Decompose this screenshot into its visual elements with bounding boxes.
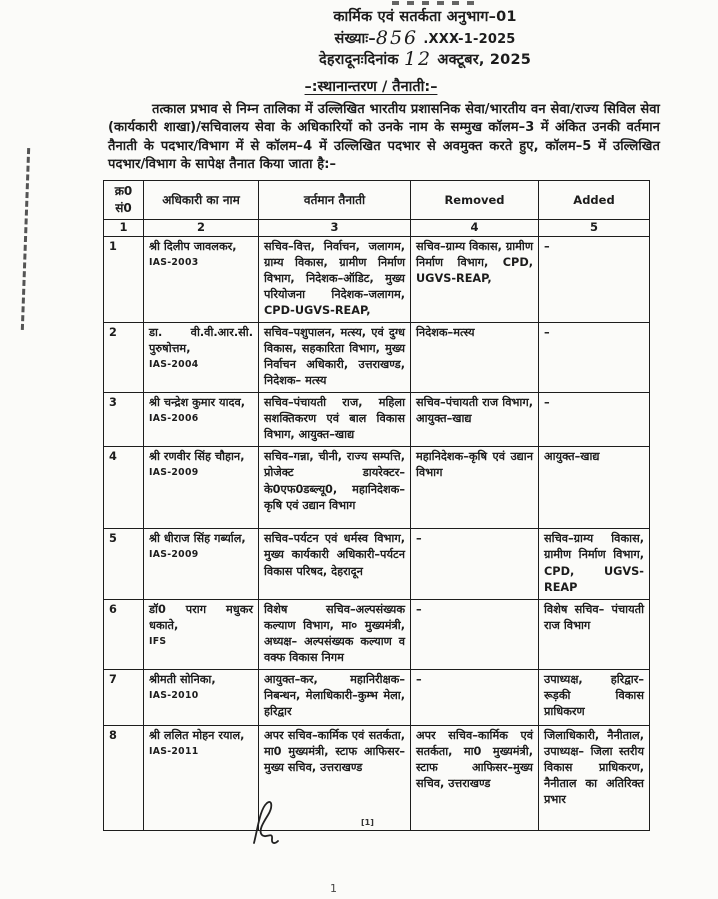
cell-serial: 6 [104, 599, 144, 669]
cell-current-posting: आयुक्त–कर, महानिरीक्षक– निबन्धन, मेलाधिकारी–कुम्भ मेला, हरिद्वार [259, 669, 411, 725]
officer-cadre: IAS-2009 [149, 549, 199, 561]
document-header [0, 7, 718, 71]
cell-serial: 2 [104, 323, 144, 393]
handwritten-number: 856 [375, 26, 419, 49]
cell-serial: 3 [104, 393, 144, 447]
cell-added: सचिव–ग्राम्य विकास, ग्रामीण निर्माण विभाग, CPD, UGVS-REAP [539, 529, 650, 599]
officer-cadre: IAS-2004 [149, 359, 199, 371]
cell-removed: महानिदेशक–कृषि एवं उद्यान विभाग [411, 447, 539, 529]
cell-officer [144, 725, 259, 830]
header-current-posting: वर्तमान तैनाती [259, 181, 411, 220]
col-number: 3 [259, 220, 411, 237]
officer-name: श्री चन्द्रेश कुमार यादव, [149, 396, 246, 410]
cell-added: – [539, 237, 650, 323]
col-number: 1 [104, 220, 144, 237]
col-number: 5 [539, 220, 650, 237]
column-number-row [104, 220, 650, 237]
cell-removed: – [411, 599, 539, 669]
officer-name: श्री रणवीर सिंह चौहान, [149, 450, 245, 464]
cell-current-posting: सचिव–पशुपालन, मत्स्य, एवं दुग्ध विकास, सहकारिता विभाग, मुख्य निर्वाचन अधिकारी, उत्तराखण्ड, निदेशक– मत्स्य [259, 323, 411, 393]
officer-cadre: IAS-2006 [149, 413, 199, 425]
officer-cadre: IAS-2009 [149, 467, 199, 479]
header-removed: Removed [411, 181, 539, 220]
cell-serial: 1 [104, 237, 144, 323]
cell-officer [144, 393, 259, 447]
cell-current-posting: सचिव–पंचायती राज, महिला सशक्तिकरण एवं बाल विकास विभाग, आयुक्त–खाद्य [259, 393, 411, 447]
cell-serial: 8 [104, 725, 144, 830]
cell-removed: निदेशक–मत्स्य [411, 323, 539, 393]
table-row [104, 447, 650, 529]
cell-officer [144, 669, 259, 725]
cell-officer [144, 599, 259, 669]
header-serial: क्र0 सं0 [104, 181, 144, 220]
officer-cadre: IAS-2003 [149, 257, 199, 269]
cell-added: जिलाधिकारी, नैनीताल, उपाध्यक्ष– जिला स्तरीय विकास प्राधिकरण, नैनीताल का अतिरिक्त प्रभार [539, 725, 650, 830]
table-row [104, 669, 650, 725]
cell-serial: 4 [104, 447, 144, 529]
cell-officer [144, 447, 259, 529]
header-added: Added [539, 181, 650, 220]
cell-removed: अपर सचिव–कार्मिक एवं सतर्कता, मा0 मुख्यमंत्री, स्टाफ आफिसर–मुख्य सचिव, उत्तराखण्ड [411, 725, 539, 830]
officer-name: श्री धीराज सिंह गर्ब्याल, [149, 532, 246, 546]
officer-name: डा. वी.वी.आर.सी. पुरुषोत्तम, [149, 326, 253, 356]
cell-removed: – [411, 529, 539, 599]
cell-serial: 7 [104, 669, 144, 725]
cell-removed: – [411, 669, 539, 725]
cell-current-posting: सचिव–गन्ना, चीनी, राज्य सम्पत्ति, प्रोजेक्ट डायरेक्टर– के0एफ0डब्ल्यू0, महानिदेशक–कृषि एवं उद्यान विभाग [259, 447, 411, 529]
cell-officer [144, 323, 259, 393]
table-row [104, 529, 650, 599]
subject-heading: –:स्थानान्तरण / तैनाती:– [304, 79, 438, 95]
officer-name: डॉ0 पराग मधुकर धकाते, [149, 602, 253, 632]
cell-current-posting: सचिव–पर्यटन एवं धर्मस्व विभाग, मुख्य कार्यकारी अधिकारी–पर्यटन विकास परिषद, देहरादून [259, 529, 411, 599]
intro-paragraph: तत्काल प्रभाव से निम्न तालिका में उल्लिखित भारतीय प्रशासनिक सेवा/भारतीय वन सेवा/राज्य सिविल सेवा (कार्यकारी शाखा)/सचिवालय सेवा के अधिकारियों को उनके नाम के सम्मुख कॉलम–3 में अंकित उनकी वर्तमान तैनाती के पदभार/विभाग में से कॉलम–4 में उल्लिखित पदभार से अवमुक्त करते हुए, कॉलम–5 में उल्लिखित पदभार/विभाग के सापेक्ष तैनात किया जाता है:– [108, 102, 660, 173]
reference-number-line: संख्याः–856 .XXX-1-2025 [334, 26, 516, 49]
table-row [104, 599, 650, 669]
page-number: 1 [330, 882, 337, 895]
transfer-table [103, 180, 650, 831]
officer-name: श्री ललित मोहन रयाल, [149, 728, 245, 742]
col-number: 2 [144, 220, 259, 237]
section-title: कार्मिक एवं सतर्कता अनुभाग–01 [333, 9, 517, 25]
margin-scan-artifact [21, 148, 30, 330]
officer-name: श्री दिलीप जावलकर, [149, 240, 237, 254]
cell-added: आयुक्त–खाद्य [539, 447, 650, 529]
cell-added: – [539, 323, 650, 393]
table-row [104, 237, 650, 323]
table-row [104, 323, 650, 393]
officer-name: श्रीमती सोनिका, [149, 672, 216, 686]
cell-current-posting: अपर सचिव–कार्मिक एवं सतर्कता, मा0 मुख्यमंत्री, स्टाफ आफिसर–मुख्य सचिव, उत्तराखण्ड [259, 725, 411, 830]
cell-serial: 5 [104, 529, 144, 599]
signature-mark [246, 797, 288, 853]
table-row [104, 393, 650, 447]
table-row [104, 725, 650, 830]
cell-added: उपाध्यक्ष, हरिद्वार– रूड़की विकास प्राधिकरण [539, 669, 650, 725]
cell-removed: सचिव–पंचायती राज विभाग, आयुक्त–खाद्य [411, 393, 539, 447]
cell-current-posting: विशेष सचिव–अल्पसंख्यक कल्याण विभाग, मा० मुख्यमंत्री, अध्यक्ष– अल्पसंख्यक कल्याण व वक्फ विकास निगम [259, 599, 411, 669]
officer-cadre: IFS [149, 635, 167, 647]
place-date-line: देहरादूनःदिनांक 12 अक्टूबर, 2025 [318, 48, 532, 71]
cell-officer [144, 237, 259, 323]
cell-added: विशेष सचिव– पंचायती राज विभाग [539, 599, 650, 669]
officer-cadre: IAS-2011 [149, 745, 199, 757]
footnote-mark: [1] [361, 818, 374, 827]
cell-officer [144, 529, 259, 599]
cell-removed: सचिव–ग्राम्य विकास, ग्रामीण निर्माण विभाग, CPD, UGVS-REAP, [411, 237, 539, 323]
header-officer-name: अधिकारी का नाम [144, 181, 259, 220]
cut-off-text-fragment [392, 1, 478, 5]
handwritten-date: 12 [403, 48, 433, 71]
col-number: 4 [411, 220, 539, 237]
table-header-row [104, 181, 650, 220]
officer-cadre: IAS-2010 [149, 689, 199, 701]
cell-current-posting: सचिव–वित्त, निर्वाचन, जलागम, ग्राम्य विकास, ग्रामीण निर्माण विभाग, निदेशक–ऑडिट, मुख्य परियोजना निदेशक–जलागम, CPD-UGVS-REAP, [259, 237, 411, 323]
cell-added: – [539, 393, 650, 447]
